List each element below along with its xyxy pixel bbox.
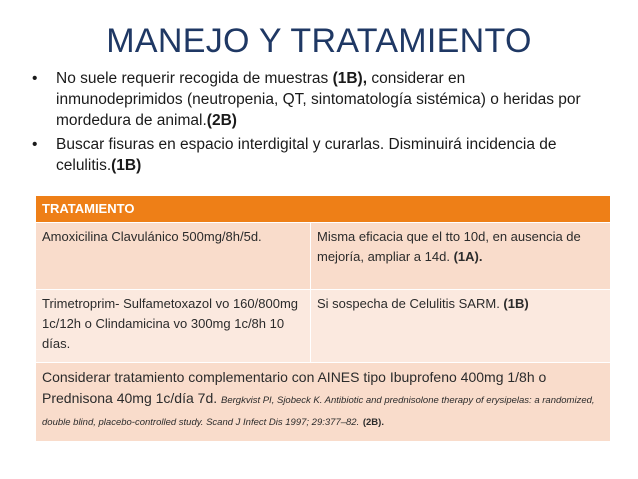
table-row	[36, 290, 611, 363]
bullet-marker: •	[32, 70, 38, 87]
note-text: Si sospecha de Celulitis SARM.	[317, 296, 504, 311]
table-row	[36, 363, 611, 442]
evidence-grade: (2B)	[206, 112, 237, 129]
bullet-item	[30, 68, 590, 131]
treatment-table	[35, 195, 611, 442]
footer-note-cell	[36, 363, 611, 442]
note-cell	[311, 290, 611, 363]
drug-cell: Trimetroprim- Sulfametoxazol vo 160/800mg 1c/12h o Clindamicina vo 300mg 1c/8h 10 días.	[36, 290, 311, 363]
bullet-list	[30, 68, 590, 179]
bullet-marker: •	[32, 136, 38, 153]
note-cell	[311, 223, 611, 290]
table-header-row	[36, 196, 611, 223]
evidence-grade: (1B),	[332, 70, 368, 87]
table-header: TRATAMIENTO	[36, 196, 611, 223]
evidence-grade: (2B).	[362, 417, 384, 428]
bullet-text: No suele requerir recogida de muestras	[56, 70, 333, 87]
evidence-grade: (1A).	[453, 249, 483, 264]
bullet-item	[30, 134, 590, 176]
footer-note-text: Considerar tratamiento complementario con AINES tipo Ibuprofeno 400mg 1/8h o Prednisona 40mg 1c/día 7d.	[42, 369, 547, 406]
slide-title: MANEJO Y TRATAMIENTO	[106, 22, 532, 60]
bullet-text: Buscar fisuras en espacio interdigital y curarlas. Disminuirá incidencia de celulitis.	[56, 136, 557, 174]
evidence-grade: (1B)	[111, 157, 142, 174]
drug-cell: Amoxicilina Clavulánico 500mg/8h/5d.	[36, 223, 311, 290]
table-row	[36, 223, 611, 290]
citation-text: Bergkvist PI, Sjobeck K. Antibiotic and prednisolone therapy of erysipelas: a randomized, double blind, placebo-controlled study. Scand J Infect Dis 1997; 29:377–82.	[42, 395, 595, 428]
evidence-grade: (1B)	[503, 296, 529, 311]
note-text: Misma eficacia que el tto 10d, en ausencia de mejoría, ampliar a 14d.	[317, 229, 581, 264]
bullet-text: considerar en inmunodeprimidos (neutropenia, QT, sintomatología sistémica) o heridas por mordedura de animal.	[56, 70, 581, 129]
